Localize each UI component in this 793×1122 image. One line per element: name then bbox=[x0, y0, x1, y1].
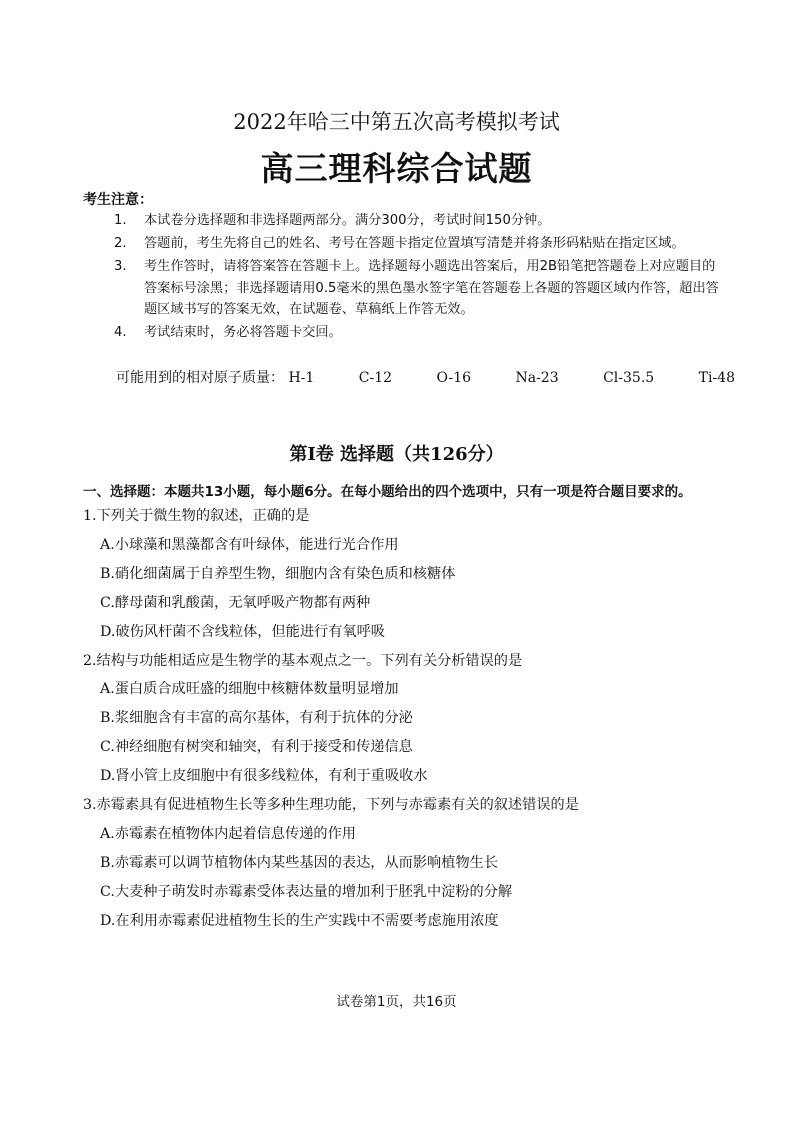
notice-item-text: 答题前，考生先将自己的姓名、考号在答题卡指定位置填写清楚并将条形码粘贴在指定区域。 bbox=[144, 236, 685, 251]
atomic-mass-cl: Cl-35.5 bbox=[603, 370, 655, 386]
section-title: 第Ⅰ卷 选择题（共126分） bbox=[289, 444, 504, 465]
question bbox=[83, 502, 723, 647]
notice-item-number: 3. bbox=[114, 259, 127, 274]
notice-item bbox=[114, 322, 724, 344]
exam-title: 2022年哈三中第五次高考模拟考试 bbox=[233, 110, 560, 134]
question-option: C.大麦种子萌发时赤霉素受体表达量的增加利于胚乳中淀粉的分解 bbox=[100, 883, 513, 900]
notice-item-text: 考试结束时，务必将答题卡交回。 bbox=[144, 325, 342, 340]
question-option: B.赤霉素可以调节植物体内某些基因的表达，从而影响植物生长 bbox=[100, 854, 499, 871]
question-option: B.硝化细菌属于自养型生物，细胞内含有染色质和核糖体 bbox=[100, 565, 456, 582]
question-list bbox=[83, 502, 723, 936]
question-stem: 1.下列关于微生物的叙述，正确的是 bbox=[83, 508, 310, 524]
question-stem: 3.赤霉素具有促进植物生长等多种生理功能，下列与赤霉素有关的叙述错误的是 bbox=[83, 797, 579, 814]
atomic-mass-c: C-12 bbox=[358, 370, 393, 386]
question-option: A.赤霉素在植物体内起着信息传递的作用 bbox=[100, 825, 356, 842]
page-footer: 试卷第1页，共16页 bbox=[336, 994, 457, 1010]
question-option: A.小球藻和黑藻都含有叶绿体，能进行光合作用 bbox=[100, 536, 399, 553]
question-option: C.酵母菌和乳酸菌，无氧呼吸产物都有两种 bbox=[100, 594, 371, 611]
notice-item bbox=[114, 233, 724, 255]
question-option: A.蛋白质合成旺盛的细胞中核糖体数量明显增加 bbox=[100, 681, 399, 698]
notice-list bbox=[114, 210, 724, 345]
paper-title: 高三理科综合试题 bbox=[260, 149, 533, 188]
question bbox=[83, 647, 723, 792]
notice-item bbox=[114, 210, 724, 232]
notice-item-number: 1. bbox=[114, 213, 127, 228]
section-instruction: 一、选择题：本题共13小题，每小题6分。在每小题给出的四个选项中，只有一项是符合题目要求的。 bbox=[83, 484, 692, 500]
question bbox=[83, 791, 723, 936]
atomic-mass-ti: Ti-48 bbox=[698, 370, 736, 386]
notice-item-text: 本试卷分选择题和非选择题两部分。满分300分，考试时间150分钟。 bbox=[144, 213, 551, 228]
notice-item-text: 考生作答时，请将答案答在答题卡上。选择题每小题选出答案后，用2B铅笔把答题卷上对应题目的答案标号涂黑；非选择题请用0.5毫米的黑色墨水签字笔在答题卷上各题的答题区域内作答，超出答题区域书写的答案无效，在试题卷、草稿纸上作答无效。 bbox=[144, 259, 719, 317]
question-option: D.在利用赤霉素促进植物生长的生产实践中不需要考虑施用浓度 bbox=[100, 912, 499, 929]
atomic-mass-line bbox=[116, 367, 735, 387]
notice-item-number: 2. bbox=[114, 236, 127, 251]
notice-item bbox=[114, 256, 724, 321]
question-option: D.肾小管上皮细胞中有很多线粒体，有利于重吸收水 bbox=[100, 768, 428, 785]
notice-item-number: 4. bbox=[114, 325, 127, 340]
question-option: D.破伤风杆菌不含线粒体，但能进行有氧呼吸 bbox=[100, 623, 385, 640]
atomic-mass-o: O-16 bbox=[436, 370, 472, 386]
atomic-mass-label: 可能用到的相对原子质量： bbox=[116, 370, 284, 386]
atomic-mass-h: H-1 bbox=[288, 370, 315, 386]
question-stem: 2.结构与功能相适应是生物学的基本观点之一。下列有关分析错误的是 bbox=[83, 652, 523, 669]
question-option: C.神经细胞有树突和轴突，有利于接受和传递信息 bbox=[100, 739, 413, 756]
notice-heading: 考生注意： bbox=[83, 192, 153, 208]
question-option: B.浆细胞含有丰富的高尔基体，有利于抗体的分泌 bbox=[100, 710, 413, 727]
atomic-mass-na: Na-23 bbox=[515, 370, 559, 386]
